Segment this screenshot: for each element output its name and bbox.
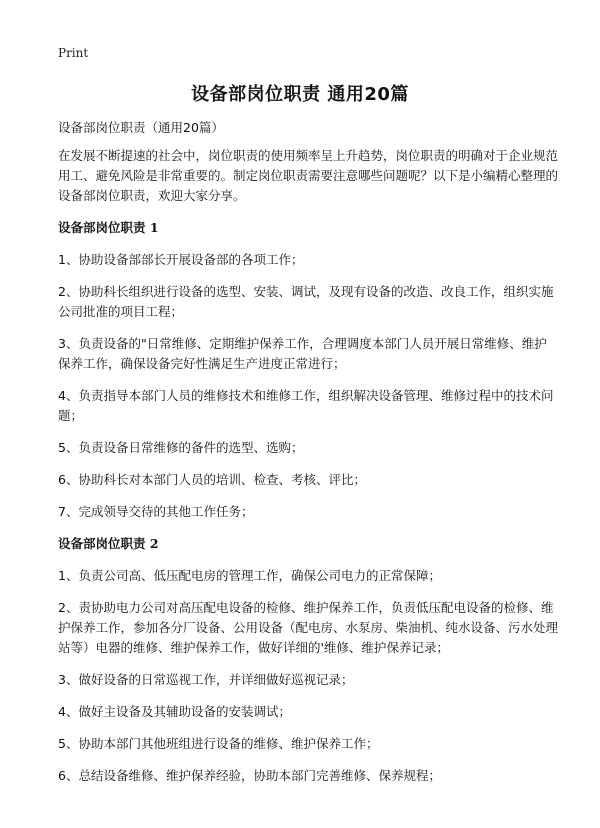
print-link[interactable]: Print xyxy=(58,46,89,60)
document-subtitle: 设备部岗位职责（通用20篇） xyxy=(58,120,224,135)
page-title: 设备部岗位职责 通用20篇 xyxy=(191,84,409,105)
list-item: 5、协助本部门其他班组进行设备的维修、维护保养工作； xyxy=(58,736,379,751)
list-item: 5、负责设备日常维修的备件的选型、选购； xyxy=(58,440,304,455)
list-item: 1、负责公司高、低压配电房的管理工作，确保公司电力的正常保障； xyxy=(58,568,441,583)
list-item: 4、负责指导本部门人员的维修技术和维修工作，组织解决设备管理、维修过程中的技术问题； xyxy=(58,388,554,423)
list-item: 4、做好主设备及其辅助设备的安装调试； xyxy=(58,704,291,719)
intro-paragraph: 在发展不断提速的社会中，岗位职责的使用频率呈上升趋势，岗位职责的明确对于企业规范用工、避免风险是非常重要的。制定岗位职责需要注意哪些问题呢？以下是小编精心整理的设备部岗位职责，欢迎大家分享。 xyxy=(58,148,559,203)
list-item: 3、做好设备的日常巡视工作，并详细做好巡视记录； xyxy=(58,672,354,687)
section-heading: 设备部岗位职责 2 xyxy=(58,536,159,551)
document-body xyxy=(58,118,558,798)
section-heading: 设备部岗位职责 1 xyxy=(58,220,159,235)
list-item: 6、协助科长对本部门人员的培训、检查、考核、评比； xyxy=(58,472,366,487)
list-item: 6、总结设备维修、维护保养经验，协助本部门完善维修、保养规程； xyxy=(58,768,441,783)
section-2 xyxy=(58,534,558,786)
list-item: 3、负责设备的"日常维修、定期维护保养工作，合理调度本部门人员开展日常维修、维护保养工作，确保设备完好性满足生产进度正常进行； xyxy=(58,336,547,371)
list-item: 7、完成领导交待的其他工作任务； xyxy=(58,504,254,519)
list-item: 2、责协助电力公司对高压配电设备的检修、维护保养工作，负责低压配电设备的检修、维护保养工作，参加各分厂设备、公用设备（配电房、水泵房、柴油机、纯水设备、污水处理站等）电器的维修、维护保养工作，做好详细的'维修、维护保养记录； xyxy=(58,600,559,655)
list-item: 1、协助设备部部长开展设备部的各项工作； xyxy=(58,252,304,267)
section-1 xyxy=(58,218,558,522)
list-item: 2、协助科长组织进行设备的选型、安装、调试，及现有设备的改造、改良工作，组织实施公司批准的项目工程； xyxy=(58,284,554,319)
